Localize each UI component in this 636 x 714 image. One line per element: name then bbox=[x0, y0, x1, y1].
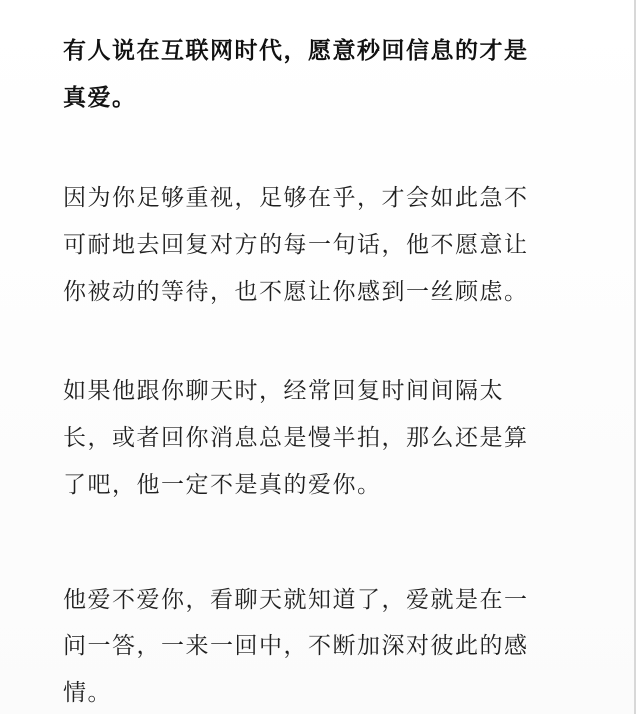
paragraph-line: 因为你足够重视，足够在乎，才会如此急不 bbox=[63, 185, 529, 211]
paragraph-line: 问一答，一来一回中，不断加深对彼此的感 bbox=[63, 633, 529, 659]
paragraph-line: 真爱。 bbox=[63, 85, 137, 111]
paragraph-line: 可耐地去回复对方的每一句话，他不愿意让 bbox=[63, 232, 529, 258]
paragraph-line: 有人说在互联网时代，愿意秒回信息的才是 bbox=[63, 38, 529, 64]
paragraph-line: 长，或者回你消息总是慢半拍，那么还是算 bbox=[63, 425, 529, 451]
paragraph-line: 了吧，他一定不是真的爱你。 bbox=[63, 472, 382, 498]
paragraph-line: 情。 bbox=[63, 680, 112, 706]
paragraph-line: 如果他跟你聊天时，经常回复时间间隔太 bbox=[63, 378, 504, 404]
paragraph-line: 你被动的等待，也不愿让你感到一丝顾虑。 bbox=[63, 279, 529, 305]
paragraph-line: 他爱不爱你，看聊天就知道了，爱就是在一 bbox=[63, 587, 529, 613]
